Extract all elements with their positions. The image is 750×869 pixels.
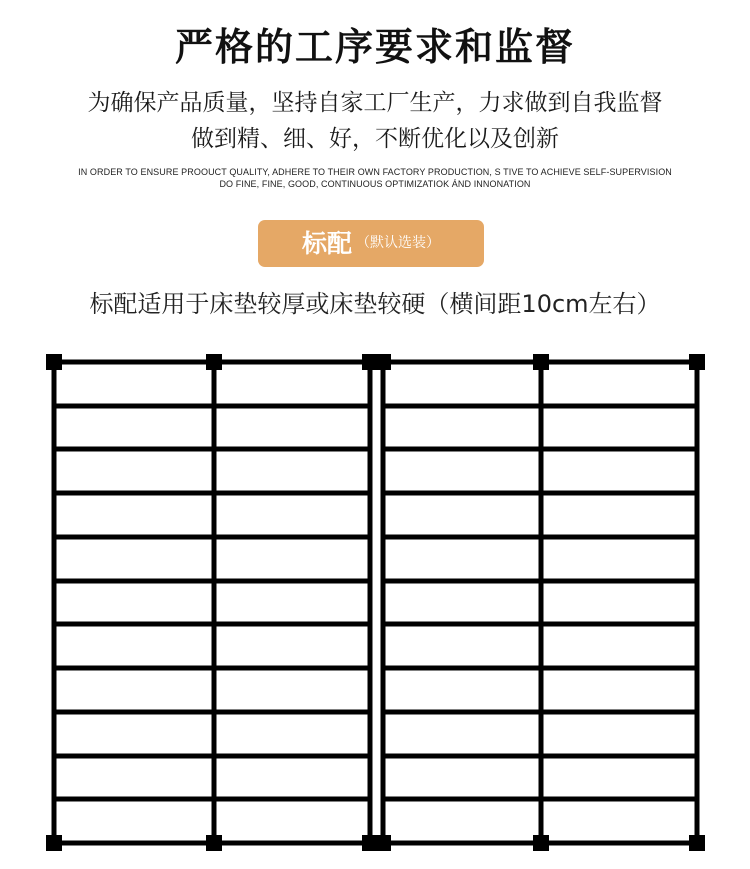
badge-note: （默认选装） [356,235,440,251]
panel-2-joint-block [533,835,549,851]
badge-label: 标配 [301,229,352,258]
panel-1-vertical-bar [212,362,217,843]
subtitle-innovation: 做到精、细、好，不断优化以及创新 [191,126,559,152]
slat-spacing-caption: 标配适用于床垫较厚或床垫较硬（横间距10cm左右） [89,290,661,318]
panel-2-joint-block [689,835,705,851]
panel-2-vertical-bar [539,362,544,843]
panel-1-joint-block [206,835,222,851]
panel-2-joint-block [533,354,549,370]
panel-2-joint-block [375,835,391,851]
panel-1-joint-block [206,354,222,370]
panel-2-vertical-bar [695,362,700,843]
panel-2-joint-block [689,354,705,370]
panel-1-joint-block [46,354,62,370]
bed-frame-group [46,354,705,851]
subtitle-quality: 为确保产品质量，坚持自家工厂生产，力求做到自我监督 [87,90,663,116]
panel-1-vertical-bar [52,362,57,843]
english-line-1: IN ORDER TO ENSURE PROOUCT QUALITY, ADHERE TO THEIR OWN FACTORY PRODUCTION, S TIVE TO ACHIEVE SELF-SUPERVISION [78,167,672,177]
panel-2-vertical-bar [381,362,386,843]
panel-2-joint-block [375,354,391,370]
english-line-2: DO FINE, FINE, GOOD, CONTINUOUS OPTIMIZATIOK ÁND INNONATION [219,179,531,189]
panel-1-joint-block [46,835,62,851]
panel-1-vertical-bar [368,362,373,843]
page-title: 严格的工序要求和监督 [174,25,575,69]
